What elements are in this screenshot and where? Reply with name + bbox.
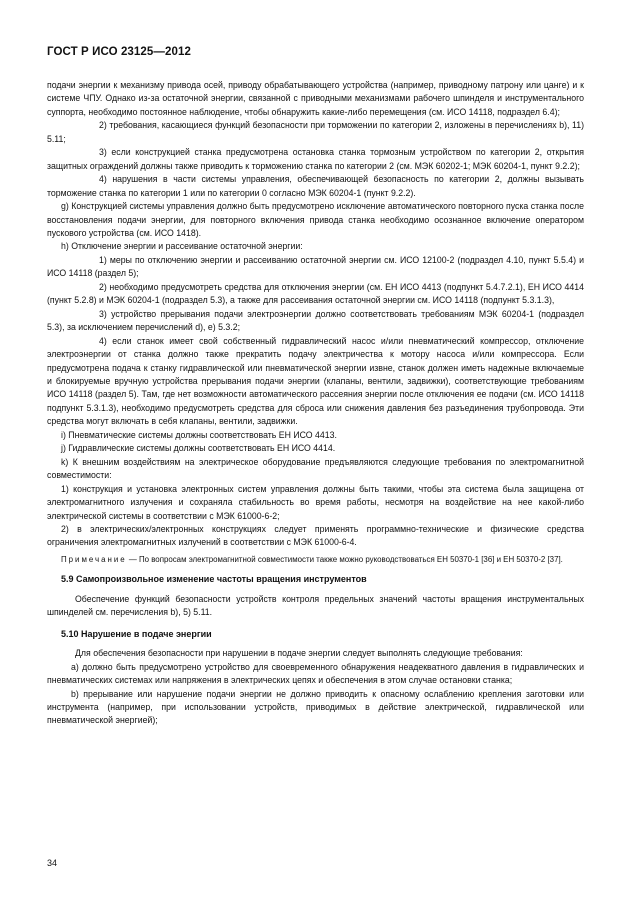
paragraph: g) Конструкцией системы управления должно быть предусмотрено исключение автоматического повторного пуска станка после восстановления подачи энергии, для повторного включения привода станка необходимо осознанное включение оператором пускового устройства (см. ИСО 1418). [47,201,584,238]
list-item: а) должно быть предусмотрено устройство для своевременного обнаружения неадекватного давления в гидравлических и пневматических системах или напряжения в электрических цепях и обеспечения в этом случае остановки станка; [47,661,584,686]
paragraph: k) К внешним воздействиям на электрическое оборудование предъявляются следующие требования по электромагнитной совместимости: [47,456,584,481]
paragraph: 4) если станок имеет свой собственный гидравлический насос и/или пневматический компрессор, отключение электроэнергии от станка должно также прекратить подачу электричества к мотору насоса и/или компрессора. Если предусмотрена подача к станку гидравлической или пневматической энергии извне, станок должен иметь надежные включаемые и блокируемые вручную устройства прерывания подачи энергии (клапаны, вентили, задвижки), соответствующие требованиям ИСО 14118 (раздел 5). Там, где нет возможности автоматического рассеяния энергии после отключения ее подачи (см. ИСО 14118 подпункт 5.3.1.3), необходимо предусмотреть средства для сброса или снижения давления без разъединения трубопровода. Эти средства могут включать в себя клапаны, вентили, задвижки. [47,335,584,427]
paragraph: 1) меры по отключению энергии и рассеиванию остаточной энергии см. ИСО 12100-2 (подраздел 4.10, пункт 5.5.4) и ИСО 14118 (раздел 5); [47,254,584,279]
paragraph: Обеспечение функций безопасности устройств контроля предельных значений частоты вращения инструментальных шпинделей см. перечисления b), 5) 5.11. [47,593,584,618]
standard-header: ГОСТ Р ИСО 23125—2012 [47,46,192,58]
paragraph: j) Гидравлические системы должны соответствовать ЕН ИСО 4414. [61,443,336,454]
paragraph: i) Пневматические системы должны соответствовать ЕН ИСО 4413. [61,429,337,440]
section-title-5-9: 5.9 Самопроизвольное изменение частоты вращения инструментов [61,574,367,585]
body-text [47,79,584,728]
note [47,554,584,566]
paragraph: 2) в электрических/электронных конструкциях следует применять программно-технические и физические средства ограничения электромагнитных излучений в соответствии с МЭК 61000-6-4. [47,523,584,548]
paragraph: 3) устройство прерывания подачи электроэнергии должно соответствовать требованиям МЭК 60204-1 (подраздел 5.3), за исключением перечислений d), e) 5.3.2; [47,308,584,333]
paragraph: h) Отключение энергии и рассеивание остаточной энергии: [61,241,303,252]
paragraph: подачи энергии к механизму привода осей, приводу обрабатывающего устройства (например, приводному патрону или цанге) и к системе ЧПУ. Однако из-за остаточной энергии, связанной с приводными механизмами рабочего шпинделя и инструментального суппорта, необходимо постоянное наблюдение, чтобы обнаружить какие-либо перемещения (см. ИСО 14118, подраздел 6.4); [47,80,584,117]
note-text: — По вопросам электромагнитной совместимости также можно руководствоваться ЕН 50370-1 [36] и ЕН 50370-2 [37]. [126,554,563,564]
paragraph: Для обеспечения безопасности при нарушении в подаче энергии следует выполнять следующие требования: [75,648,523,659]
paragraph: 2) необходимо предусмотреть средства для отключения энергии (см. ЕН ИСО 4413 (подпункт 5.4.7.2.1), ЕН ИСО 4414 (пункт 5.2.8) и МЭК 60204-1 (подраздел 5.3), а также для рассеивания остаточной энергии см. ИСО 14118 (подпункт 5.3.1.3), [47,281,584,306]
page-number: 34 [47,858,58,868]
paragraph: 1) конструкция и установка электронных систем управления должны быть такими, чтобы эта система была защищена от электромагнитного излучения и сохраняла стабильность во время работы, несмотря на воздействие на нее какой-либо электрической системы в соответствии с МЭК 61000-6-2; [47,483,584,521]
list-item: b) прерывание или нарушение подачи энергии не должно приводить к опасному ослаблению крепления заготовки или инструмента (например, при использовании устройств, приводимых в действие электрической, гидравлической или пневматической энергией); [47,688,584,726]
section-title-5-10: 5.10 Нарушение в подаче энергии [61,628,212,639]
paragraph: 3) если конструкцией станка предусмотрена остановка станка тормозным устройством по категории 2, открытия защитных ограждений должны также приводить к торможению станка по категории 2 (см. МЭК 60202-1; МЭК 60204-1, пункт 9.2.2); [47,147,584,171]
paragraph: 2) требования, касающиеся функций безопасности при торможении по категории 2, изложены в перечислениях b), 11) 5.11; [47,120,584,144]
note-label: Примечание [61,554,127,564]
paragraph: 4) нарушения в части системы управления, обеспечивающей безопасность по категории 2, должны вызывать торможение станка по категории 1 или по категории 0 согласно МЭК 60204-1 (пункт 9.2.2). [47,174,584,198]
